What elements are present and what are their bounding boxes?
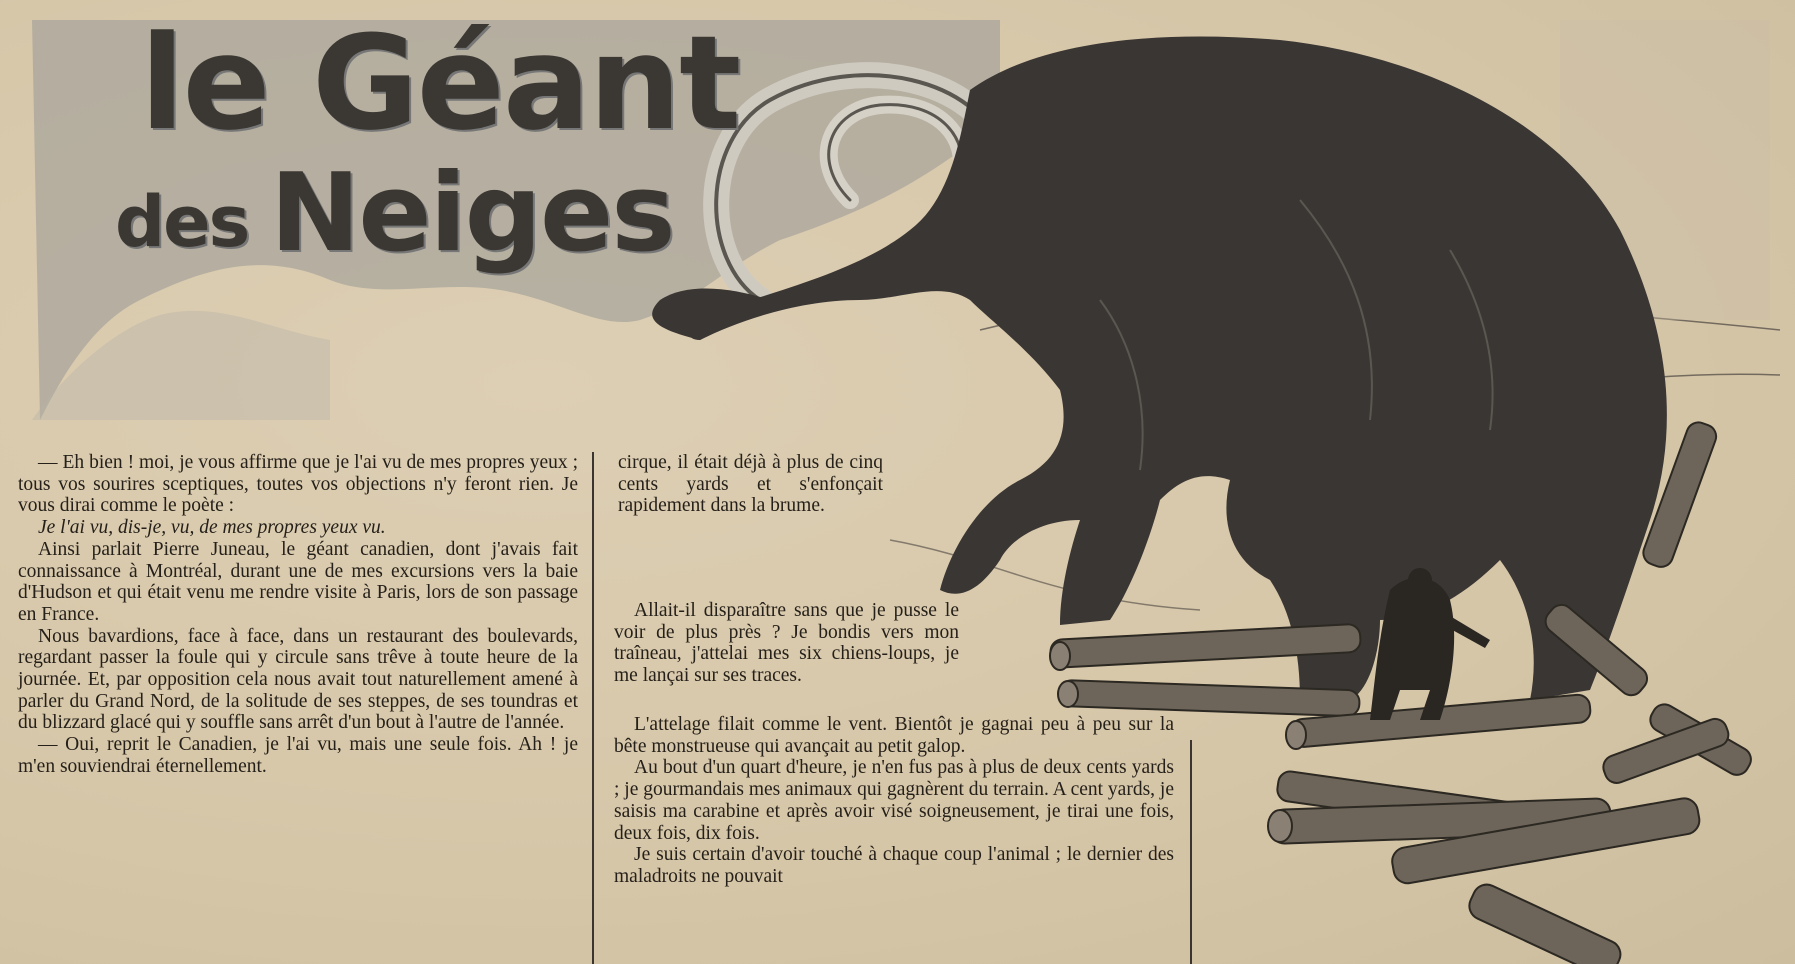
paragraph: L'attelage filait comme le vent. Bientôt je gagnai peu à peu sur la bête monstrueuse qui avançait au petit galop.	[614, 714, 1174, 757]
paragraph: Au bout d'un quart d'heure, je n'en fus pas à plus de deux cents yards ; je gourmandais mes animaux qui gagnèrent du terrain. A cent yards, je saisis ma carabine et après avoir visé soigneusement, je tirai une fois, deux fois, dix fois.	[614, 757, 1174, 844]
paragraph: — Eh bien ! moi, je vous affirme que je l'ai vu de mes propres yeux ; tous vos sourires sceptiques, toutes vos objections n'y feront rien. Je vous dirai comme le poète :	[18, 452, 578, 517]
paragraph: — Oui, reprit le Canadien, je l'ai vu, mais une seule fois. Ah ! je m'en souviendrai éternellement.	[18, 734, 578, 777]
paragraph: Nous bavardions, face à face, dans un restaurant des boulevards, regardant passer la foule qui y circule sans trêve à toute heure de la journée. Et, par opposition cela nous avait tout naturellement amené à parler du Grand Nord, de la solitude de ses steppes, de ses toundras et du blizzard glacé qui y souffle sans arrêt d'un bout à l'autre de l'année.	[18, 625, 578, 734]
article-body	[0, 452, 1795, 964]
paragraph: Allait-il disparaître sans que je pusse le voir de plus près ? Je bondis vers mon traîneau, j'attelai mes six chiens-loups, je me lançai sur ses traces.	[614, 600, 959, 687]
paragraph: Je suis certain d'avoir touché à chaque coup l'animal ; le dernier des maladroits ne pouvait	[614, 844, 1174, 887]
paragraph-quote: Je l'ai vu, dis-je, vu, de mes propres yeux vu.	[38, 517, 386, 539]
headline-line-1: le Géant	[140, 7, 740, 159]
paragraph: cirque, il était déjà à plus de cinq cents yards et s'enfonçait rapidement dans la brume.	[618, 452, 883, 517]
headline-line-2a: des	[115, 181, 249, 263]
article-column-1	[18, 452, 578, 778]
article-column-2-bottom	[614, 714, 1174, 888]
article-column-2-middle	[614, 600, 959, 687]
article-column-2-top	[618, 452, 883, 517]
headline-line-2b: Neiges	[270, 151, 674, 276]
paragraph: Ainsi parlait Pierre Juneau, le géant canadien, dont j'avais fait connaissance à Montréal, durant une de mes excursions vers la baie d'Hudson et qui était venu me rendre visite à Paris, lors de son passage en France.	[18, 538, 578, 625]
